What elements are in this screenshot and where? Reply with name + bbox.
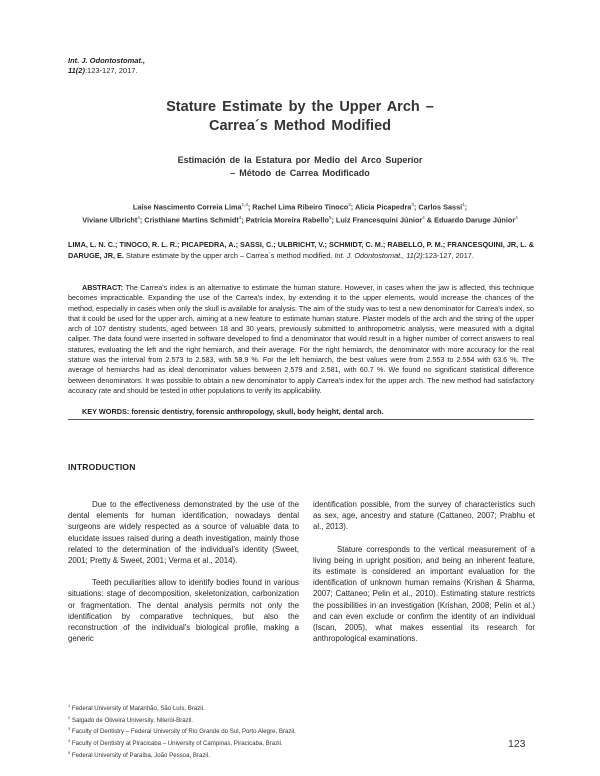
left-paragraph-1: Due to the effectiveness demonstrated by the use of the dental elements for human identification, nowadays dental surgeons are widely respected as a source of valuable data to elucidate issues raised during a death investigation, mainly those related to the determination of the individual's identity (Sweet, 2001; Pretty & Sweet, 2001; Verma et al., 2014). — [68, 500, 299, 566]
page-number: 123 — [508, 738, 526, 750]
right-column — [313, 499, 535, 655]
footnote — [68, 714, 296, 726]
citation — [68, 240, 534, 261]
footnote-text: Salgado de Oliveira University, Niterói-Brazil. — [70, 716, 194, 724]
author-affiliation-mark: 1,4 — [241, 202, 248, 207]
footnote-mark: 4 — [68, 738, 71, 744]
author-separator: & — [424, 215, 435, 225]
author-name: Eduardo Daruge Júnior — [434, 215, 516, 225]
footnote-text: Faculty of Dentistry – Federal University of Rio Grande do Sul, Porto Alegre, Brazil. — [70, 728, 296, 736]
footnote-text: Federal University of Paraíba, João Pessoa, Brazil. — [70, 751, 210, 759]
footnote-text: Faculty of Dentistry at Piracicaba – University of Campinas, Piracicaba, Brazil. — [70, 740, 283, 748]
author-separator: ; — [241, 215, 246, 225]
footnotes — [68, 702, 296, 761]
abstract — [68, 283, 534, 396]
citation-title: Stature estimate by the upper arch – Carrea´s method modified. — [123, 250, 335, 260]
footnote-mark: 2 — [68, 714, 71, 720]
author-affiliation-mark: 4 — [238, 215, 242, 221]
footnote — [68, 702, 296, 714]
author-affiliation-mark: 4 — [137, 215, 140, 221]
author-affiliation-mark: 4 — [422, 215, 425, 221]
author-name: Rachel Lima Ribeiro Tinoco — [252, 202, 349, 212]
subtitle-line-1: Estimación de la Estatura por Medio del Arco Superior — [177, 155, 423, 165]
right-paragraph-continued: identification possible, from the survey of characteristics such as sex, age, ancestry and stature (Cattaneo, 2007; Prabhu et al., 2013). — [313, 500, 535, 532]
author-list — [60, 199, 540, 226]
footnote-mark: 1 — [68, 703, 71, 708]
author-separator: ; — [139, 215, 145, 225]
author-name: Luiz Francesquini Júnior — [335, 215, 423, 225]
journal-pages: :123-127, 2017. — [84, 66, 138, 75]
author-affiliation-mark: 5 — [328, 215, 332, 221]
article-subtitle — [60, 154, 540, 179]
title-line-1: Stature Estimate by the Upper Arch – — [166, 99, 434, 115]
author-separator: ; — [247, 202, 253, 212]
right-paragraph-1: Stature corresponds to the vertical measurement of a living being in upright position, and being an inherent feature, its estimate is considered an important evaluation for the identification of unknown human remains (Krishan & Sharma, 2007; Cattaneo; Pelin et al., 2010). Estimating stature restricts the possibilities in an investigation (Krishan, 2008; Pelin et al.) and can even exclude or confirm the identity of an individual (Iscan, 2005), what makes essential its research for anthropological examinations. — [313, 544, 535, 644]
article-title — [60, 98, 540, 136]
abstract-text: The Carrea's index is an alternative to estimate the human stature. However, in cases when the jaw is affected, this technique becomes impracticable. Expanding the use of the Carrea's index, by extending it to the upper elements, would increase the chances of the method, especially in cases when only the skull is available for analysis. The aim of the study was to test a new denominator for Carrea's index, so that it could be used for the upper arch, aiming at a new feature to estimate human stature. Plaster models of the arch and the string of the upper arch of 107 dentistry students, aged between 18 and 30 years, previously submitted to anthropometric analysis, were measured with a digital caliper. The data found were inserted in software developed to find a denominator that would result in a higher number of correct answers to real statures, evaluating the left and the right hemiarch, and their average. For the right hemiarch, the denominator with more accuracy for the real stature was the interval from 2.573 to 2.583, with 58.9 %. For the left hemiarch, the best values were from 2.553 to 2.554 with 63.6 %. The average of hemiarchs had as ideal denominator values between 2.579 and 2.581, with 60.7 %. We found no significant statistical difference between denominators. It was possible to obtain a new denominator to apply Carrea's index for the upper arch. The new method had satisfactory accuracy rate and should be tested in other populations to verify its applicability. — [68, 283, 534, 395]
keywords: KEY WORDS: forensic dentistry, forensic anthropology, skull, body height, dental arch. — [82, 407, 384, 416]
left-paragraph-2: Teeth peculiarities allow to identify bodies found in various situations: stage of decomposition, skeletonization, carbonization or fragmentation. The dental analysis permits not only the identification by comparative techniques, but also the reconstruction of the individual's biological profile, making a generic — [68, 578, 299, 644]
subtitle-line-2: – Método de Carrea Modificado — [230, 167, 370, 178]
author-name: Cristhiane Martins Schmidt — [144, 215, 239, 225]
author-separator: ; — [464, 202, 468, 212]
author-separator: ; — [331, 215, 336, 225]
footnote — [68, 737, 296, 749]
author-name: Alicia Picapedra — [354, 202, 412, 212]
left-column — [68, 499, 299, 655]
footnote-mark: 3 — [68, 726, 71, 732]
footnote-text: Federal University of Maranhão, São Luís, Brazil. — [70, 705, 205, 713]
citation-authors: LIMA, L. N. C.; TINOCO, R. L. R.; PICAPEDRA, A.; SASSI, C.; ULBRICHT, V.; SCHMIDT, C. M.; RABELLO, P. M.; FRANCESQUINI, JR, L. & DARUGE, JR, E. — [68, 240, 534, 260]
author-name: Viviane Ulbricht — [82, 215, 138, 225]
section-heading-introduction: INTRODUCTION — [68, 462, 136, 472]
citation-rest: :123-127, 2017. — [422, 250, 474, 260]
abstract-label: ABSTRACT: — [82, 283, 124, 292]
title-line-2: Carrea´s Method Modified — [208, 118, 392, 134]
journal-volume: 11(2) — [68, 66, 85, 75]
footnote — [68, 725, 296, 737]
journal-header — [68, 56, 145, 76]
author-name: Laíse Nascimento Correia Lima — [132, 202, 242, 212]
journal-name: Int. J. Odontostomat., — [68, 56, 146, 65]
footnote-mark: 5 — [68, 749, 71, 755]
author-separator: ; — [350, 202, 355, 212]
author-affiliation-mark: 4 — [462, 202, 465, 207]
author-affiliation-mark: 2 — [348, 202, 351, 207]
author-separator: ; — [413, 202, 419, 212]
citation-journal: Int. J. Odontostomat., 11(2) — [334, 250, 423, 260]
keywords-divider — [68, 419, 534, 420]
footnote — [68, 749, 296, 761]
author-affiliation-mark: 4 — [515, 215, 518, 221]
author-affiliation-mark: 3 — [411, 202, 414, 207]
author-name: Patrícia Moreira Rabello — [245, 215, 329, 225]
author-name: Carlos Sassi — [418, 202, 463, 212]
